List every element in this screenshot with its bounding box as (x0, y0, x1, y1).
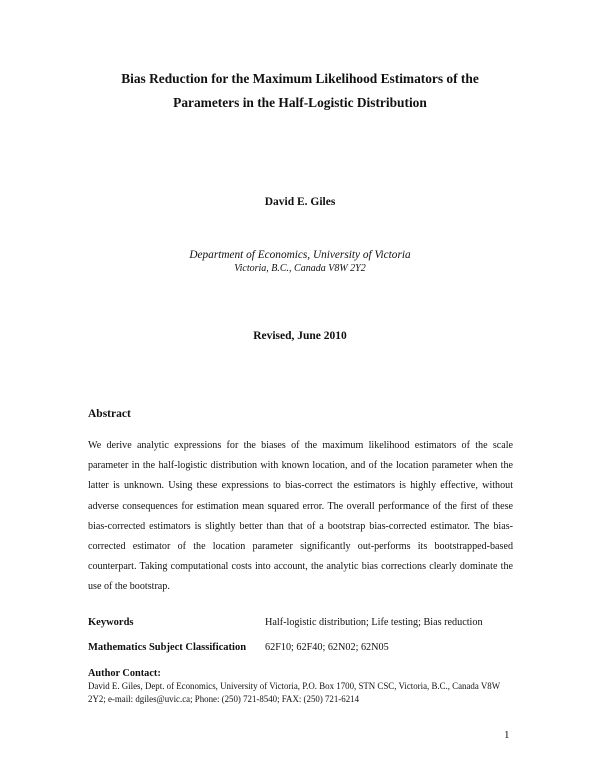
revision-date: Revised, June 2010 (253, 330, 347, 342)
author-contact-details: David E. Giles, Dept. of Economics, University of Victoria, P.O. Box 1700, STN CSC, Victoria, B.C., Canada V8W 2Y2; e-mail: dgiles@uvic.ca; Phone: (250) 721-8540; FAX: (250) 721-6214 (88, 681, 500, 704)
affiliation-department: Department of Economics, University of Victoria (189, 249, 411, 261)
paper-title-line-2: Parameters in the Half-Logistic Distribution (173, 95, 427, 110)
author-name: David E. Giles (264, 196, 336, 208)
paper-title-line-1: Bias Reduction for the Maximum Likelihood Estimators of the (121, 71, 479, 86)
affiliation-address: Victoria, B.C., Canada V8W 2Y2 (234, 263, 366, 274)
keywords-value: Half-logistic distribution; Life testing; Bias reduction (265, 617, 483, 628)
keywords-label: Keywords (88, 617, 134, 628)
msc-label: Mathematics Subject Classification (88, 642, 247, 653)
abstract-body: We derive analytic expressions for the biases of the maximum likelihood estimators of the scale parameter in the half-logistic distribution with known location, and of the location parameter when the latter is unknown. Using these expressions to bias-correct the estimators is highly effective, without adverse consequences for estimation mean squared error. The overall performance of the first of these bias-corrected estimators is slightly better than that of a bootstrap bias-corrected estimator. The bias-corrected estimator of the location parameter significantly out-performs its bootstrapped-based counterpart. Taking computational costs into account, the analytic bias corrections clearly dominate the use of the bootstrap. (88, 440, 513, 593)
author-contact-heading: Author Contact: (88, 668, 161, 679)
abstract-heading: Abstract (88, 408, 131, 420)
page-number: 1 (504, 729, 510, 741)
msc-value: 62F10; 62F40; 62N02; 62N05 (265, 642, 389, 653)
